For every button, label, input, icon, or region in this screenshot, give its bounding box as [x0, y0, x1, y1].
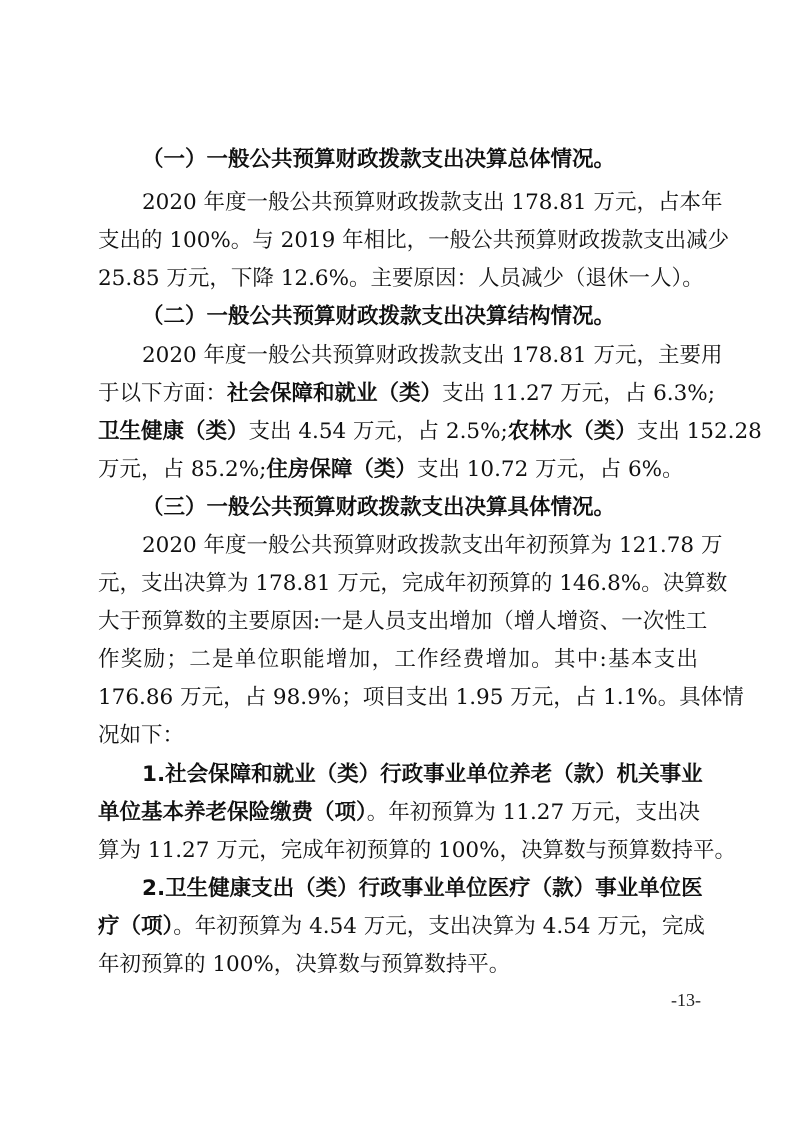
section-2-category-housing: 住房保障（类）: [266, 457, 417, 482]
section-1-line-3: 25.85 万元，下降 12.6%。主要原因：人员减少（退休一人）。: [98, 266, 704, 291]
item-1-title-cont: 单位基本养老保险缴费（项）: [98, 800, 367, 825]
item-2-line-1: [142, 874, 703, 904]
item-2-line-2: [98, 912, 705, 942]
page-number: -13-: [671, 990, 701, 1010]
section-2-category-social: 社会保障和就业（类）: [227, 381, 443, 406]
section-2-heading: （二）一般公共预算财政拨款支出决算结构情况。: [142, 304, 616, 329]
section-3-heading: （三）一般公共预算财政拨款支出决算具体情况。: [142, 495, 616, 520]
item-1-line-2: [98, 798, 698, 828]
section-2-line-2: [98, 379, 715, 409]
item-2-line-3: 年初预算的 100%，决算数与预算数持平。: [98, 952, 511, 977]
section-3-line-3: 大于预算数的主要原因:一是人员支出增加（增人增资、一次性工: [98, 609, 708, 634]
section-2-line-3-b: 支出 4.54 万元，占 2.5%;: [248, 419, 508, 444]
section-2-line-4-c: 支出 10.72 万元，占 6%。: [416, 457, 684, 482]
section-2-line-2-c: 支出 11.27 万元，占 6.3%;: [442, 381, 715, 406]
item-1-line-3: 算为 11.27 万元，完成年初预算的 100%，决算数与预算数持平。: [98, 838, 737, 863]
item-1-title: 1.社会保障和就业（类）行政事业单位养老（款）机关事业: [142, 762, 703, 787]
item-2-line-2-text: 。年初预算为 4.54 万元，支出决算为 4.54 万元，完成: [173, 914, 705, 939]
section-3-line-4: 作奖励；二是单位职能增加，工作经费增加。其中:基本支出: [98, 647, 698, 672]
section-2-line-4: [98, 455, 698, 485]
section-1-line-1: 2020 年度一般公共预算财政拨款支出 178.81 万元，占本年: [142, 190, 723, 215]
section-3-line-1: 2020 年度一般公共预算财政拨款支出年初预算为 121.78 万: [142, 533, 723, 558]
section-3-line-2: 元，支出决算为 178.81 万元，完成年初预算的 146.8%。决算数: [98, 571, 728, 596]
item-2-title: 2.卫生健康支出（类）行政事业单位医疗（款）事业单位医: [142, 876, 703, 901]
item-2-title-cont: 疗（项）: [98, 914, 174, 939]
section-2-category-health: 卫生健康（类）: [98, 419, 249, 444]
section-2-line-3: [98, 417, 762, 447]
section-2-line-1: 2020 年度一般公共预算财政拨款支出 178.81 万元，主要用: [142, 343, 723, 368]
section-3-line-6: 况如下：: [98, 723, 185, 748]
section-2-line-2-a: 于以下方面：: [98, 381, 228, 406]
section-3-line-5: 176.86 万元，占 98.9%；项目支出 1.95 万元，占 1.1%。具体情: [98, 685, 744, 710]
section-2-line-3-d: 支出 152.28: [636, 419, 762, 444]
section-1-heading: （一）一般公共预算财政拨款支出决算总体情况。: [142, 147, 616, 172]
item-1-line-1: [142, 760, 703, 790]
section-2-line-4-a: 万元，占 85.2%;: [98, 457, 267, 482]
item-1-line-2-text: 。年初预算为 11.27 万元，支出决: [366, 800, 700, 825]
section-2-category-agriculture: 农林水（类）: [507, 419, 637, 444]
section-1-line-2: 支出的 100%。与 2019 年相比，一般公共预算财政拨款支出减少: [98, 228, 730, 253]
